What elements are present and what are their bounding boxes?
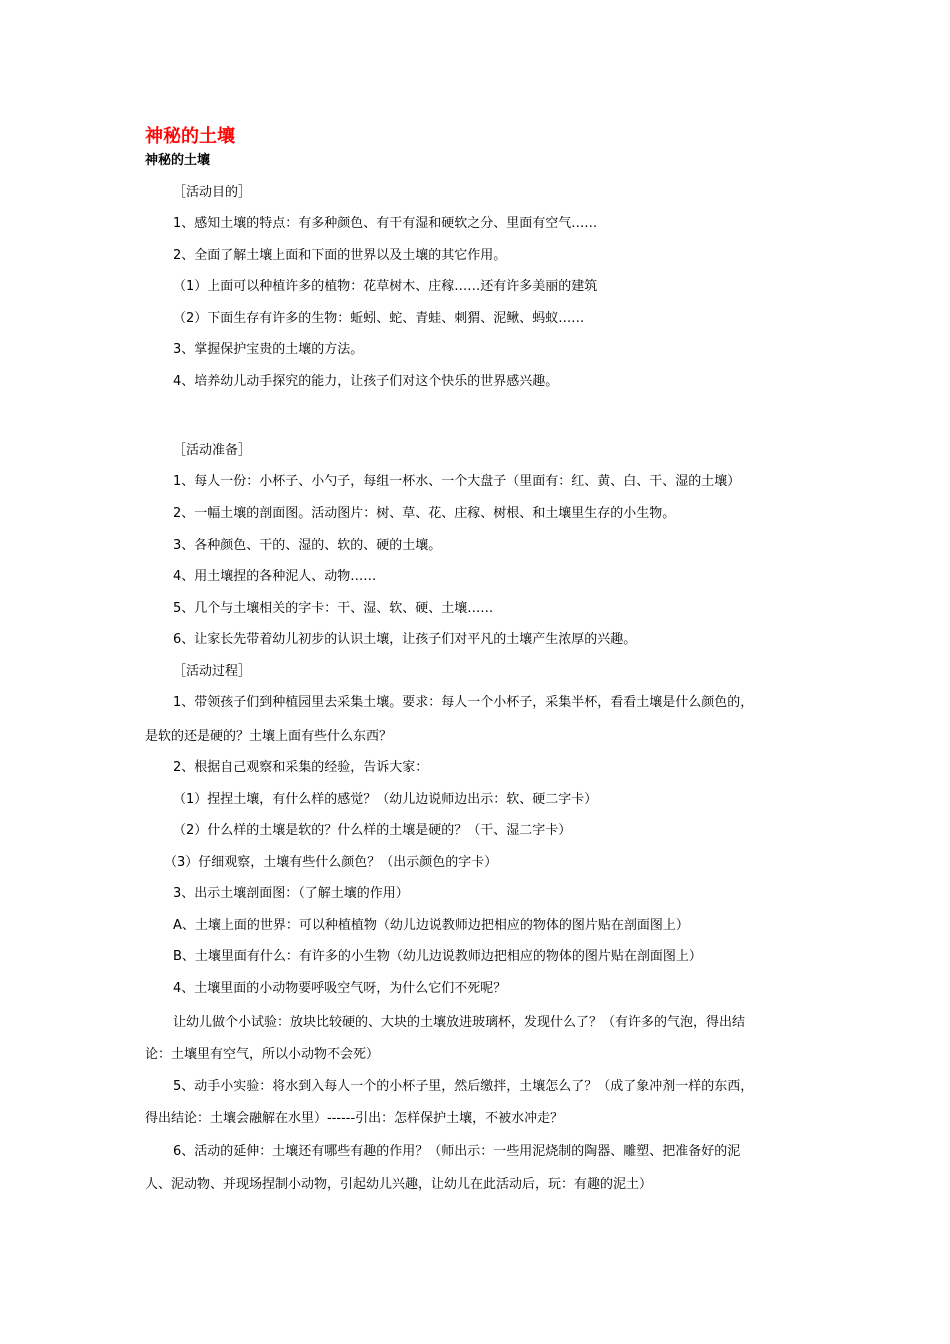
paragraph: （3）仔细观察，土壤有些什么颜色？（出示颜色的字卡）: [164, 855, 498, 870]
section-heading-goals: ［活动目的］: [173, 185, 252, 200]
document-subtitle: 神秘的土壤: [145, 153, 211, 168]
paragraph: 5、动手小实验：将水到入每人一个的小杯子里，然后缴拌，土壤怎么了？（成了象冲剂一样的东西，: [173, 1079, 754, 1094]
paragraph: 4、土壤里面的小动物要呼吸空气呀，为什么它们不死呢？: [173, 981, 507, 996]
paragraph: 3、出示土壤剖面图：（了解土壤的作用）: [173, 886, 409, 901]
paragraph: 5、几个与土壤相关的字卡：干、湿、软、硬、土壤……: [173, 601, 494, 616]
paragraph: 2、一幅土壤的剖面图。活动图片：树、草、花、庄稼、树根、和土壤里生存的小生物。: [173, 506, 676, 521]
section-heading-preparation: ［活动准备］: [173, 443, 252, 458]
paragraph: 1、每人一份：小杯子、小勺子，每组一杯水、一个大盘子（里面有：红、黄、白、干、湿的土壤）: [173, 474, 741, 489]
paragraph: 2、根据自己观察和采集的经验，告诉大家：: [173, 760, 429, 775]
paragraph: A、土壤上面的世界：可以种植植物（幼儿边说教师边把相应的物体的图片贴在剖面图上）: [173, 918, 689, 933]
paragraph: （2）什么样的土壤是软的？什么样的土壤是硬的？（干、湿二字卡）: [173, 823, 572, 838]
paragraph: （1）捏捏土壤，有什么样的感觉？（幼儿边说师边出示：软、硬二字卡）: [173, 792, 598, 807]
paragraph: 3、掌握保护宝贵的土壤的方法。: [173, 342, 364, 357]
paragraph: B、土壤里面有什么：有许多的小生物（幼儿边说教师边把相应的物体的图片贴在剖面图上）: [173, 949, 702, 964]
paragraph: 6、活动的延伸：土壤还有哪些有趣的作用？（师出示：一些用泥烧制的陶器、雕塑、把准备好的泥: [173, 1144, 741, 1159]
paragraph: （1）上面可以种植许多的植物：花草树木、庄稼……还有许多美丽的建筑: [173, 279, 598, 294]
document-title: 神秘的土壤: [145, 126, 235, 147]
paragraph: （2）下面生存有许多的生物：蚯蚓、蛇、青蛙、刺猬、泥鳅、蚂蚁……: [173, 311, 585, 326]
paragraph-continuation: 得出结论：土壤会融解在水里）------引出：怎样保护土壤，不被水冲走？: [145, 1111, 564, 1126]
paragraph-continuation: 是软的还是硬的？土壤上面有些什么东西？: [145, 729, 393, 744]
paragraph: 6、让家长先带着幼儿初步的认识土壤，让孩子们对平凡的土壤产生浓厚的兴趣。: [173, 632, 637, 647]
paragraph-continuation: 人、泥动物、并现场捏制小动物，引起幼儿兴趣，让幼儿在此活动后，玩：有趣的泥土）: [145, 1177, 653, 1192]
paragraph: 4、培养幼儿动手探究的能力，让孩子们对这个快乐的世界感兴趣。: [173, 374, 559, 389]
paragraph: 让幼儿做个小试验：放块比较硬的、大块的土壤放进玻璃杯，发现什么了？（有许多的气泡，得出结: [173, 1015, 746, 1030]
paragraph: 2、全面了解土壤上面和下面的世界以及土壤的其它作用。: [173, 248, 507, 263]
paragraph: 1、感知土壤的特点：有多种颜色、有干有湿和硬软之分、里面有空气……: [173, 216, 598, 231]
section-heading-process: ［活动过程］: [173, 664, 252, 679]
paragraph-continuation: 论：土壤里有空气，所以小动物不会死）: [145, 1047, 380, 1062]
paragraph: 1、带领孩子们到种植园里去采集土壤。要求：每人一个小杯子，采集半杯，看看土壤是什么颜色的，: [173, 695, 754, 710]
paragraph: 4、用土壤捏的各种泥人、动物……: [173, 569, 377, 584]
paragraph: 3、各种颜色、干的、湿的、软的、硬的土壤。: [173, 538, 442, 553]
